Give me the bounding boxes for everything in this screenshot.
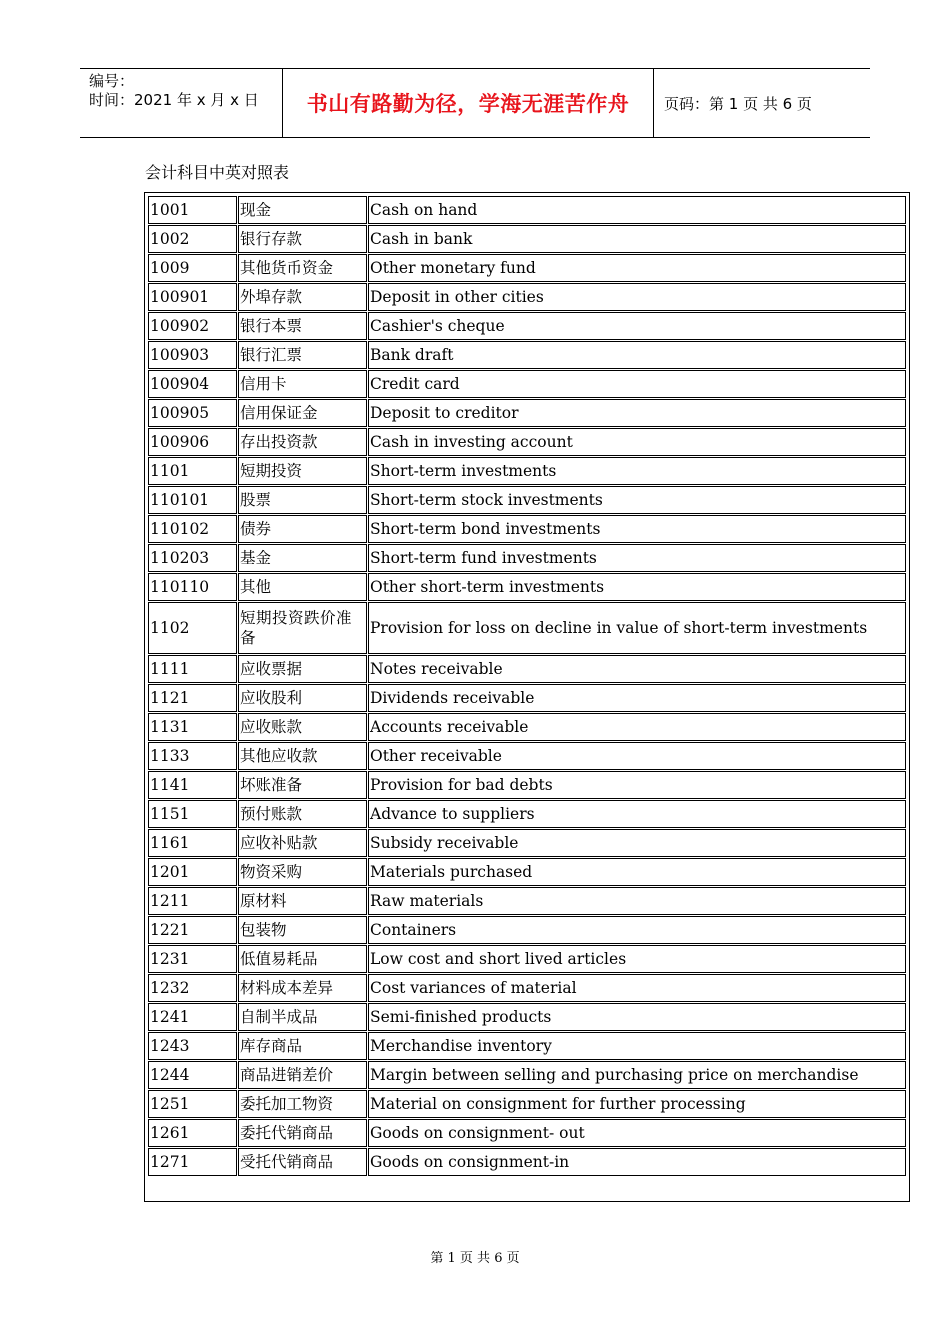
account-name-cn-cell: 库存商品 <box>238 1032 367 1060</box>
account-name-en-cell: Deposit in other cities <box>368 283 906 311</box>
account-name-cn-cell: 商品进销差价 <box>238 1061 367 1089</box>
account-code-cell: 110110 <box>148 573 237 601</box>
account-name-en-cell: Goods on consignment- out <box>368 1119 906 1147</box>
account-name-cn-cell: 应收票据 <box>238 655 367 683</box>
account-name-cn-cell: 自制半成品 <box>238 1003 367 1031</box>
table-row <box>148 771 906 799</box>
table-row <box>148 457 906 485</box>
table-row <box>148 713 906 741</box>
account-table-frame <box>144 192 910 1202</box>
table-row <box>148 945 906 973</box>
account-name-en-cell: Deposit to creditor <box>368 399 906 427</box>
account-code-cell: 1133 <box>148 742 237 770</box>
table-row <box>148 1032 906 1060</box>
account-name-en-cell: Cashier's cheque <box>368 312 906 340</box>
document-date: 时间：2021 年 x 月 x 日 <box>89 91 259 109</box>
account-name-en-cell: Raw materials <box>368 887 906 915</box>
table-row <box>148 370 906 398</box>
account-name-cn-cell: 委托代销商品 <box>238 1119 367 1147</box>
table-row <box>148 829 906 857</box>
account-code-cell: 100903 <box>148 341 237 369</box>
account-code-cell: 100906 <box>148 428 237 456</box>
table-row <box>148 684 906 712</box>
account-code-cell: 1241 <box>148 1003 237 1031</box>
account-name-en-cell: Credit card <box>368 370 906 398</box>
account-code-cell: 110102 <box>148 515 237 543</box>
account-code-cell: 100904 <box>148 370 237 398</box>
table-row <box>148 573 906 601</box>
table-row <box>148 312 906 340</box>
account-name-en-cell: Dividends receivable <box>368 684 906 712</box>
table-row <box>148 399 906 427</box>
table-row <box>148 196 906 224</box>
account-table-body <box>148 196 906 1176</box>
account-code-cell: 1231 <box>148 945 237 973</box>
table-row <box>148 742 906 770</box>
account-name-en-cell: Provision for bad debts <box>368 771 906 799</box>
table-row <box>148 544 906 572</box>
account-name-cn-cell: 其他货币资金 <box>238 254 367 282</box>
account-name-en-cell: Merchandise inventory <box>368 1032 906 1060</box>
header-meta <box>80 69 282 137</box>
table-row <box>148 225 906 253</box>
account-code-cell: 1244 <box>148 1061 237 1089</box>
account-code-cell: 1002 <box>148 225 237 253</box>
account-name-en-cell: Short-term bond investments <box>368 515 906 543</box>
account-name-cn-cell: 低值易耗品 <box>238 945 367 973</box>
account-code-cell: 1151 <box>148 800 237 828</box>
account-code-cell: 1001 <box>148 196 237 224</box>
account-name-en-cell: Materials purchased <box>368 858 906 886</box>
account-name-cn-cell: 外埠存款 <box>238 283 367 311</box>
account-name-cn-cell: 股票 <box>238 486 367 514</box>
account-code-cell: 1121 <box>148 684 237 712</box>
account-code-cell: 110101 <box>148 486 237 514</box>
account-name-cn-cell: 委托加工物资 <box>238 1090 367 1118</box>
account-name-cn-cell: 预付账款 <box>238 800 367 828</box>
document-number-label: 编号： <box>89 72 135 90</box>
table-row <box>148 974 906 1002</box>
document-title: 会计科目中英对照表 <box>145 163 290 182</box>
account-code-cell: 100901 <box>148 283 237 311</box>
account-name-cn-cell: 信用卡 <box>238 370 367 398</box>
account-name-en-cell: Accounts receivable <box>368 713 906 741</box>
table-row <box>148 254 906 282</box>
table-row <box>148 1090 906 1118</box>
account-code-cell: 1101 <box>148 457 237 485</box>
table-row <box>148 602 906 654</box>
header-motto: 书山有路勤为径，学海无涯苦作舟 <box>282 69 654 137</box>
account-code-cell: 1251 <box>148 1090 237 1118</box>
table-row <box>148 341 906 369</box>
account-name-cn-cell: 基金 <box>238 544 367 572</box>
table-row <box>148 1003 906 1031</box>
account-name-en-cell: Bank draft <box>368 341 906 369</box>
account-name-cn-cell: 债券 <box>238 515 367 543</box>
account-code-cell: 110203 <box>148 544 237 572</box>
table-row <box>148 283 906 311</box>
account-name-en-cell: Notes receivable <box>368 655 906 683</box>
document-header <box>80 68 870 138</box>
table-row <box>148 1061 906 1089</box>
account-name-cn-cell: 包装物 <box>238 916 367 944</box>
table-row <box>148 1119 906 1147</box>
account-code-cell: 1211 <box>148 887 237 915</box>
account-name-cn-cell: 银行存款 <box>238 225 367 253</box>
account-name-en-cell: Other short-term investments <box>368 573 906 601</box>
account-name-en-cell: Advance to suppliers <box>368 800 906 828</box>
account-code-cell: 1102 <box>148 602 237 654</box>
account-code-cell: 1131 <box>148 713 237 741</box>
table-row <box>148 800 906 828</box>
account-name-cn-cell: 其他应收款 <box>238 742 367 770</box>
account-name-cn-cell: 其他 <box>238 573 367 601</box>
account-name-cn-cell: 短期投资跌价准备 <box>238 602 367 654</box>
account-name-en-cell: Material on consignment for further processing <box>368 1090 906 1118</box>
account-name-en-cell: Subsidy receivable <box>368 829 906 857</box>
account-table <box>147 195 907 1177</box>
account-name-en-cell: Short-term stock investments <box>368 486 906 514</box>
account-code-cell: 1161 <box>148 829 237 857</box>
table-row <box>148 515 906 543</box>
account-name-en-cell: Containers <box>368 916 906 944</box>
account-name-en-cell: Short-term investments <box>368 457 906 485</box>
account-name-en-cell: Cash in bank <box>368 225 906 253</box>
account-code-cell: 1261 <box>148 1119 237 1147</box>
account-code-cell: 1271 <box>148 1148 237 1176</box>
account-name-cn-cell: 短期投资 <box>238 457 367 485</box>
account-code-cell: 1009 <box>148 254 237 282</box>
account-name-en-cell: Other receivable <box>368 742 906 770</box>
account-name-en-cell: Other monetary fund <box>368 254 906 282</box>
table-row <box>148 858 906 886</box>
account-name-cn-cell: 现金 <box>238 196 367 224</box>
account-name-cn-cell: 原材料 <box>238 887 367 915</box>
account-code-cell: 1221 <box>148 916 237 944</box>
account-code-cell: 1243 <box>148 1032 237 1060</box>
account-name-cn-cell: 材料成本差异 <box>238 974 367 1002</box>
account-name-cn-cell: 坏账准备 <box>238 771 367 799</box>
account-name-en-cell: Goods on consignment-in <box>368 1148 906 1176</box>
account-name-cn-cell: 受托代销商品 <box>238 1148 367 1176</box>
account-name-cn-cell: 应收补贴款 <box>238 829 367 857</box>
table-row <box>148 887 906 915</box>
account-code-cell: 1232 <box>148 974 237 1002</box>
account-name-cn-cell: 信用保证金 <box>238 399 367 427</box>
account-name-en-cell: Cash on hand <box>368 196 906 224</box>
account-name-en-cell: Short-term fund investments <box>368 544 906 572</box>
header-page-info: 页码：第 1 页 共 6 页 <box>664 94 812 113</box>
page-footer: 第 1 页 共 6 页 <box>430 1251 520 1266</box>
table-row <box>148 655 906 683</box>
account-name-cn-cell: 银行本票 <box>238 312 367 340</box>
account-name-en-cell: Cost variances of material <box>368 974 906 1002</box>
account-name-cn-cell: 应收股利 <box>238 684 367 712</box>
table-row <box>148 428 906 456</box>
account-name-en-cell: Provision for loss on decline in value of short-term investments <box>368 602 906 654</box>
account-name-en-cell: Margin between selling and purchasing price on merchandise <box>368 1061 906 1089</box>
table-row <box>148 486 906 514</box>
account-name-cn-cell: 存出投资款 <box>238 428 367 456</box>
account-code-cell: 1141 <box>148 771 237 799</box>
account-name-en-cell: Semi-finished products <box>368 1003 906 1031</box>
account-name-en-cell: Cash in investing account <box>368 428 906 456</box>
table-row <box>148 916 906 944</box>
account-name-en-cell: Low cost and short lived articles <box>368 945 906 973</box>
account-name-cn-cell: 银行汇票 <box>238 341 367 369</box>
account-code-cell: 100902 <box>148 312 237 340</box>
account-name-cn-cell: 应收账款 <box>238 713 367 741</box>
account-code-cell: 1201 <box>148 858 237 886</box>
table-row <box>148 1148 906 1176</box>
account-code-cell: 100905 <box>148 399 237 427</box>
account-code-cell: 1111 <box>148 655 237 683</box>
account-name-cn-cell: 物资采购 <box>238 858 367 886</box>
